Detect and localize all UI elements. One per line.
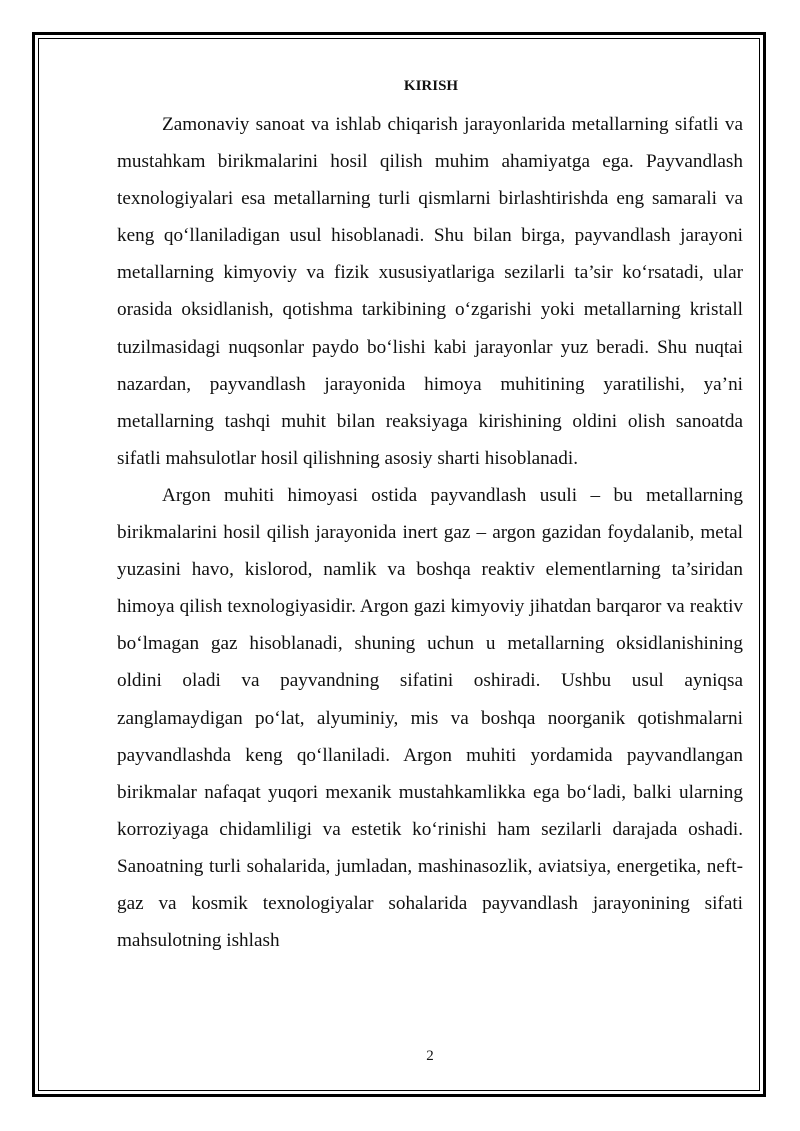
paragraph-2: Argon muhiti himoyasi ostida payvandlash usuli – bu metallarning birikmalarini hosil qilish jarayonida inert gaz – argon gazidan foydalanib, metal yuzasini havo, kislorod, namlik va boshqa reaktiv elementlarning ta’siridan himoya qilish texnologiyasidir. Argon gazi kimyoviy jihatdan barqaror va reaktiv bo‘lmagan gaz hisoblanadi, shuning uchun u metallarning oksidlanishining oldini oladi va payvandning sifatini oshiradi. Ushbu usul ayniqsa zanglamaydigan po‘lat, alyuminiy, mis va boshqa noorganik qotishmalarni payvandlashda keng qo‘llaniladi. Argon muhiti yordamida payvandlangan birikmalar nafaqat yuqori mexanik mustahkamlikka ega bo‘ladi, balki ularning korroziyaga chidamliligi va estetik ko‘rinishi ham sezilarli darajada oshadi. Sanoatning turli sohalarida, jumladan, mashinasozlik, aviatsiya, energetika, neft-gaz va kosmik texnologiyalar sohalarida payvandlash jarayonining sifati mahsulotning ishlash	[117, 484, 743, 952]
page-number: 2	[426, 1048, 434, 1064]
section-heading: KIRISH	[403, 78, 459, 94]
document-body	[117, 76, 743, 959]
paragraph-1: Zamonaviy sanoat va ishlab chiqarish jarayonlarida metallarning sifatli va mustahkam birikmalarini hosil qilish muhim ahamiyatga ega. Payvandlash texnologiyalari esa metallarning turli qismlarni birlashtirishda eng samarali va keng qo‘llaniladigan usul hisoblanadi. Shu bilan birga, payvandlash jarayoni metallarning kimyoviy va fizik xususiyatlariga sezilarli ta’sir ko‘rsatadi, ular orasida oksidlanish, qotishma tarkibining o‘zgarishi yoki metallarning kristall tuzilmasidagi nuqsonlar paydo bo‘lishi kabi jarayonlar yuz beradi. Shu nuqtai nazardan, payvandlash jarayonida himoya muhitining yaratilishi, ya’ni metallarning tashqi muhit bilan reaksiyaga kirishining oldini olish sanoatda sifatli mahsulotlar hosil qilishning asosiy sharti hisoblanadi.	[117, 114, 743, 469]
